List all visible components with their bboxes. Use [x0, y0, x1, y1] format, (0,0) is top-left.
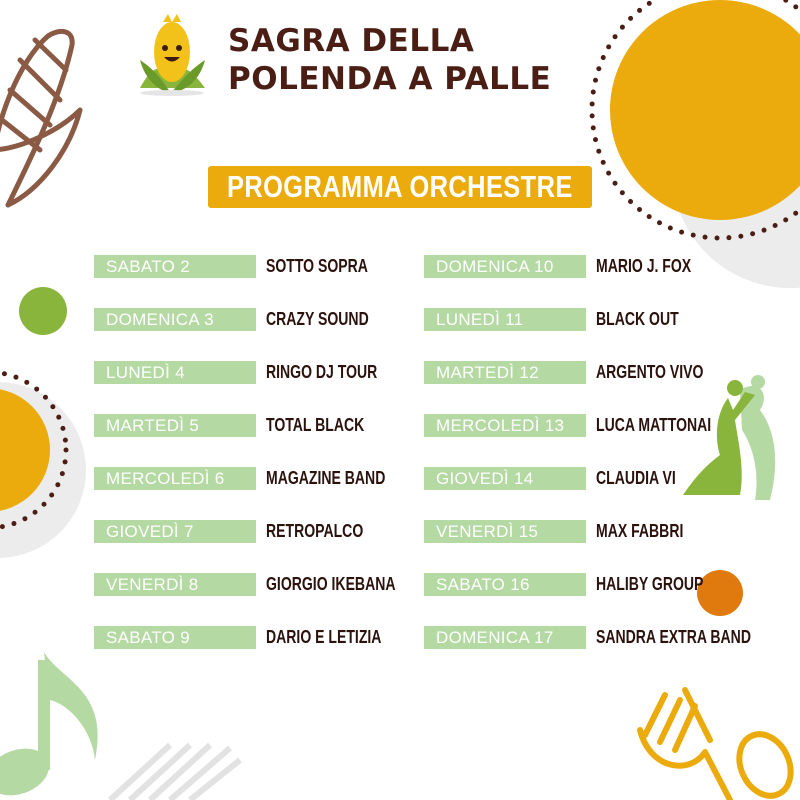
program-banner	[208, 166, 592, 208]
schedule-day: DOMENICA 17	[424, 626, 586, 649]
schedule-band: MAX FABBRI	[596, 521, 684, 541]
spoon-icon	[730, 726, 800, 800]
program-banner-label: PROGRAMMA ORCHESTRE	[227, 169, 573, 204]
dancers-icon	[683, 375, 775, 500]
event-title	[228, 22, 551, 98]
green-dot	[19, 287, 67, 335]
yellow-big-circle	[610, 0, 800, 220]
schedule-band: TOTAL BLACK	[266, 415, 365, 435]
schedule-day: GIOVEDÌ 7	[94, 520, 256, 543]
title-line-2: POLENDA A PALLE	[228, 61, 552, 97]
schedule-band: RETROPALCO	[266, 521, 364, 541]
schedule-day: SABATO 9	[94, 626, 256, 649]
schedule-day: DOMENICA 10	[424, 255, 586, 278]
schedule-day: LUNEDÌ 4	[94, 361, 256, 384]
schedule-band: ARGENTO VIVO	[596, 362, 704, 382]
schedule-band: MAGAZINE BAND	[266, 468, 386, 488]
schedule-band: BLACK OUT	[596, 309, 679, 329]
schedule-day: MARTEDÌ 12	[424, 361, 586, 384]
schedule-day: SABATO 2	[94, 255, 256, 278]
schedule-day: VENERDÌ 8	[94, 573, 256, 596]
schedule-band: MARIO J. FOX	[596, 256, 692, 276]
title-line-1: SAGRA DELLA	[228, 23, 475, 59]
schedule-day: VENERDÌ 15	[424, 520, 586, 543]
schedule-band: HALIBY GROUP	[596, 574, 704, 594]
schedule-day: DOMENICA 3	[94, 308, 256, 331]
schedule-band: SOTTO SOPRA	[266, 256, 368, 276]
schedule-day: LUNEDÌ 11	[424, 308, 586, 331]
schedule-band: CRAZY SOUND	[266, 309, 369, 329]
schedule-band: DARIO E LETIZIA	[266, 627, 382, 647]
schedule-band: CLAUDIA VI	[596, 468, 676, 488]
schedule-band: RINGO DJ TOUR	[266, 362, 378, 382]
schedule-day: MARTEDÌ 5	[94, 414, 256, 437]
fork-icon	[640, 690, 730, 800]
schedule-day: SABATO 16	[424, 573, 586, 596]
schedule-band: GIORGIO IKEBANA	[266, 574, 396, 594]
corn-cob-icon	[0, 31, 80, 205]
schedule-day: MERCOLEDÌ 6	[94, 467, 256, 490]
music-note-icon	[0, 652, 98, 800]
striped-circle	[110, 745, 240, 800]
corn-mascot-icon	[140, 14, 205, 96]
schedule-band: SANDRA EXTRA BAND	[596, 627, 751, 647]
orange-dot	[697, 570, 743, 616]
schedule-day: GIOVEDÌ 14	[424, 467, 586, 490]
schedule-band: LUCA MATTONAI	[596, 415, 712, 435]
schedule-day: MERCOLEDÌ 13	[424, 414, 586, 437]
